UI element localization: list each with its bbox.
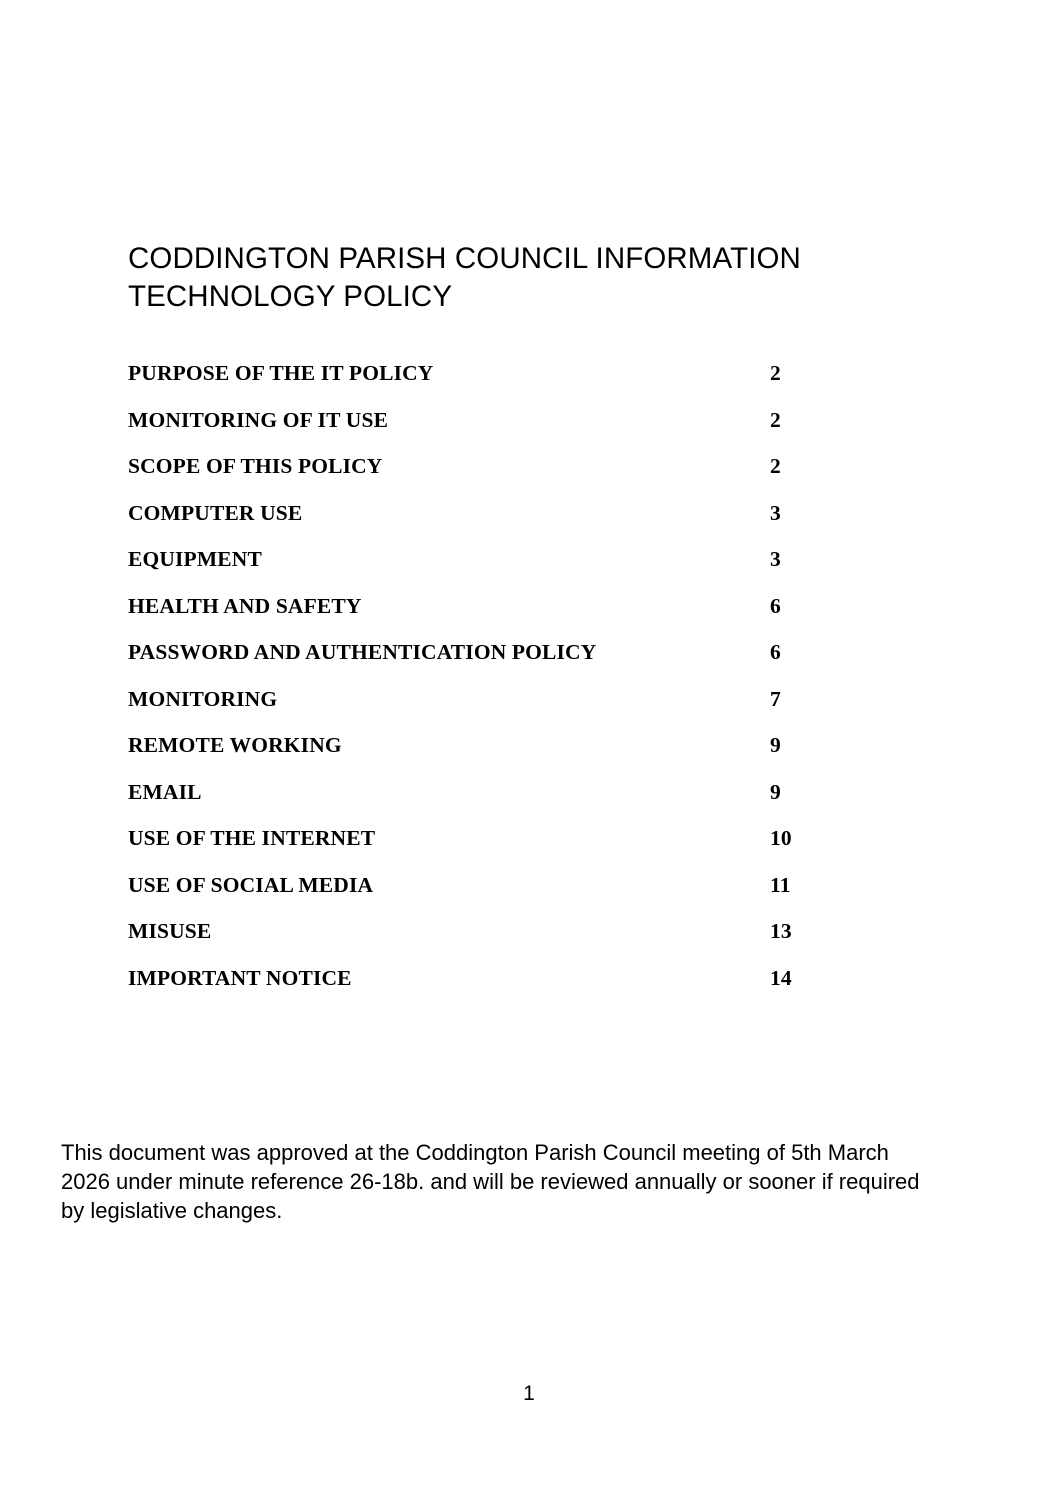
toc-entry-page-number: 9	[770, 779, 781, 804]
toc-entry-page-number: 9	[770, 733, 781, 757]
page-number: 1	[523, 1382, 535, 1405]
toc-entry-page-number: 13	[770, 919, 792, 943]
toc-entry-page-number: 6	[770, 593, 781, 618]
toc-entry-page-number: 7	[770, 686, 781, 711]
approval-note: This document was approved at the Coddington Parish Council meeting of 5th March 2026 under minute reference 26-18b. and will be reviewed annually or sooner if required by legislative changes.	[61, 1140, 920, 1223]
toc-entry[interactable]	[128, 536, 928, 583]
toc-entry-page-number: 6	[770, 640, 781, 664]
toc-entry-label: IMPORTANT NOTICE	[128, 965, 352, 990]
toc-entry[interactable]	[128, 769, 928, 816]
toc-entry-label: REMOTE WORKING	[128, 733, 342, 757]
toc-entry-label: EQUIPMENT	[128, 547, 262, 571]
toc-entry-label: SCOPE OF THIS POLICY	[128, 454, 383, 478]
toc-entry-label: MONITORING OF IT USE	[128, 407, 389, 432]
toc-entry[interactable]	[128, 629, 928, 676]
toc-entry-label: PURPOSE OF THE IT POLICY	[128, 361, 434, 385]
toc-entry[interactable]	[128, 583, 928, 630]
toc-entry[interactable]	[128, 350, 928, 397]
toc-entry-page-number: 14	[770, 965, 792, 990]
toc-entry-page-number: 3	[770, 547, 781, 571]
toc-entry-label: USE OF SOCIAL MEDIA	[128, 872, 374, 897]
page-title: CODDINGTON PARISH COUNCIL INFORMATION TECHNOLOGY POLICY	[128, 241, 801, 313]
toc-entry-page-number: 2	[770, 407, 781, 432]
toc-entry[interactable]	[128, 722, 928, 769]
toc-entry-label: HEALTH AND SAFETY	[128, 593, 362, 618]
toc-entry-label: COMPUTER USE	[128, 500, 303, 525]
toc-entry-label: PASSWORD AND AUTHENTICATION POLICY	[128, 640, 597, 664]
toc-entry-label: MISUSE	[128, 919, 212, 943]
toc-entry[interactable]	[128, 815, 928, 862]
toc-entry[interactable]	[128, 397, 928, 444]
table-of-contents	[128, 350, 928, 1001]
toc-entry-page-number: 3	[770, 500, 781, 525]
toc-entry-page-number: 11	[770, 872, 791, 897]
toc-entry[interactable]	[128, 908, 928, 955]
toc-entry-page-number: 2	[770, 454, 781, 478]
toc-entry-label: EMAIL	[128, 779, 202, 804]
toc-entry[interactable]	[128, 955, 928, 1002]
toc-entry[interactable]	[128, 490, 928, 537]
toc-entry-page-number: 10	[770, 826, 792, 850]
toc-entry-label: MONITORING	[128, 686, 278, 711]
toc-entry-page-number: 2	[770, 361, 781, 385]
toc-entry[interactable]	[128, 676, 928, 723]
toc-entry-label: USE OF THE INTERNET	[128, 826, 376, 850]
toc-entry[interactable]	[128, 443, 928, 490]
toc-entry[interactable]	[128, 862, 928, 909]
